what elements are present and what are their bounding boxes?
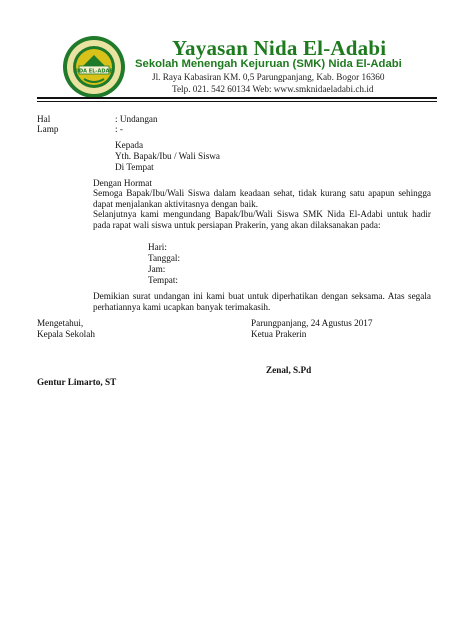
school-contact: Telp. 021. 542 60134 Web: www.smknidaeladabi.ch.id — [172, 84, 374, 94]
hal-label: Hal — [37, 114, 51, 124]
recipient-name: Yth. Bapak/Ibu / Wali Siswa — [115, 151, 220, 161]
sign-left-line1: Mengetahui, — [37, 318, 84, 328]
detail-tanggal: Tanggal: — [148, 253, 181, 263]
detail-hari: Hari: — [148, 242, 167, 252]
hal-value: : Undangan — [115, 114, 158, 124]
school-address: Jl. Raya Kabasiran KM. 0,5 Parungpanjang, Kab. Bogor 16360 — [152, 72, 385, 82]
logo-text: NIDA EL-ADABI — [72, 68, 116, 75]
detail-tempat: Tempat: — [148, 275, 178, 285]
greeting: Dengan Hormat — [93, 178, 152, 188]
letterhead-divider-thin — [37, 101, 437, 102]
sign-left-name: Gentur Limarto, ST — [37, 377, 117, 387]
paragraph-opening: Semoga Bapak/Ibu/Wali Siswa dalam keadaan sehat, tidak kurang satu apapun sehingga dapat menjalankan aktivitasnya dengan baik. — [93, 188, 431, 209]
paragraph-invitation: Selanjutnya kami mengundang Bapak/Ibu/Wali Siswa SMK Nida El-Adabi untuk hadir pada rapat wali siswa untuk persiapan Prakerin, yang akan dilaksanakan pada: — [93, 209, 431, 230]
sign-left-line2: Kepala Sekolah — [37, 329, 95, 339]
foundation-name: Yayasan Nida El-Adabi — [172, 36, 387, 60]
school-logo-icon — [62, 35, 126, 99]
paragraph-closing: Demikian surat undangan ini kami buat untuk diperhatikan dengan seksama. Atas segala perhatiannya kami ucapkan banyak terimakasih. — [93, 291, 431, 312]
lamp-label: Lamp — [37, 124, 59, 134]
school-name: Sekolah Menengah Kejuruan (SMK) Nida El-Adabi — [135, 58, 402, 70]
letterhead-divider — [37, 97, 437, 99]
sign-right-title: Ketua Prakerin — [251, 329, 307, 339]
sign-right-name: Zenal, S.Pd — [266, 365, 312, 375]
recipient-place: Di Tempat — [115, 162, 154, 172]
detail-jam: Jam: — [148, 264, 166, 274]
lamp-value: : - — [115, 124, 123, 134]
sign-right-date: Parungpanjang, 24 Agustus 2017 — [251, 318, 373, 328]
recipient-to: Kepada — [115, 140, 144, 150]
